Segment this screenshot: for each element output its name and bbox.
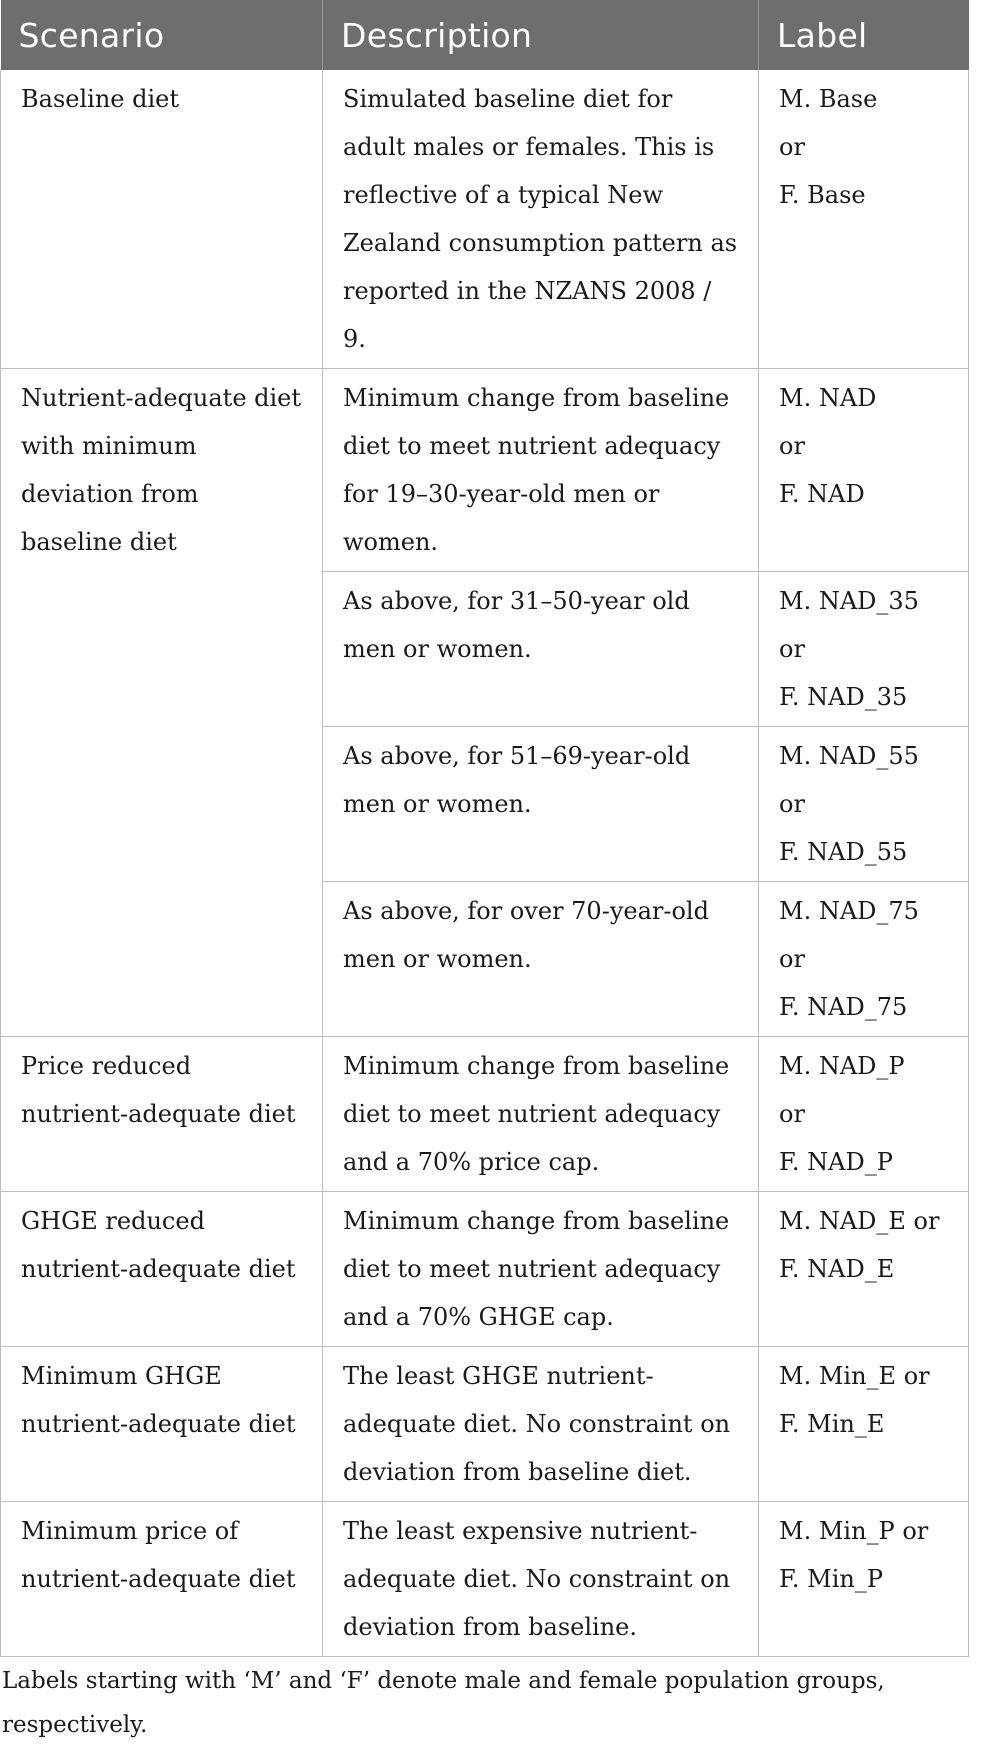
label-line: F. NAD_P: [779, 1148, 893, 1176]
table-row: [1, 1347, 969, 1502]
table-row: [1, 1037, 969, 1192]
label-line: F. Base: [779, 181, 866, 209]
scenario-cell: Minimum GHGE nutrient-adequate diet: [1, 1347, 323, 1502]
description-cell: The least expensive nutrient-adequate diet. No constraint on deviation from baseline.: [323, 1502, 759, 1657]
scenario-cell: Nutrient-adequate diet with minimum deviation from baseline diet: [1, 369, 323, 1037]
label-line: F. Min_E: [779, 1410, 885, 1438]
label-cell: [759, 1037, 969, 1192]
label-cell: [759, 572, 969, 727]
header-label: Label: [759, 0, 969, 70]
label-line: M. NAD_P: [779, 1052, 905, 1080]
label-line: or: [779, 133, 805, 161]
table-body: [1, 70, 969, 1657]
label-cell: [759, 70, 969, 369]
header-scenario: Scenario: [1, 0, 323, 70]
table-footnote: Labels starting with ‘M’ and ‘F’ denote male and female population groups, respectively.: [2, 1668, 885, 1738]
description-cell: As above, for over 70-year-old men or women.: [323, 882, 759, 1037]
label-cell: [759, 1347, 969, 1502]
label-line: M. NAD_35: [779, 587, 919, 615]
header-description: Description: [323, 0, 759, 70]
label-line: M. NAD_E or: [779, 1207, 940, 1235]
label-line: or: [779, 790, 805, 818]
table-row: [1, 1192, 969, 1347]
label-cell: [759, 1192, 969, 1347]
label-cell: [759, 882, 969, 1037]
label-line: M. NAD_55: [779, 742, 919, 770]
description-cell: Minimum change from baseline diet to meet nutrient adequacy and a 70% GHGE cap.: [323, 1192, 759, 1347]
label-cell: [759, 1502, 969, 1657]
header-row: [1, 0, 969, 70]
table-row: [1, 1502, 969, 1657]
scenario-cell: Price reduced nutrient-adequate diet: [1, 1037, 323, 1192]
label-line: M. NAD_75 or: [779, 897, 919, 973]
description-cell: Simulated baseline diet for adult males or females. This is reflective of a typical New Zealand consumption pattern as reported in the NZANS 2008 / 9.: [323, 70, 759, 369]
label-line: M. Base: [779, 85, 878, 113]
label-cell: [759, 369, 969, 572]
label-line: or: [779, 635, 805, 663]
description-cell: As above, for 51–69-year-old men or women.: [323, 727, 759, 882]
scenario-cell: GHGE reduced nutrient-adequate diet: [1, 1192, 323, 1347]
table-header: [1, 0, 969, 70]
description-cell: Minimum change from baseline diet to meet nutrient adequacy and a 70% price cap.: [323, 1037, 759, 1192]
label-line: F. Min_P: [779, 1565, 884, 1593]
label-line: or: [779, 432, 805, 460]
table-row: [1, 70, 969, 369]
description-cell: As above, for 31–50-year old men or women.: [323, 572, 759, 727]
label-cell: [759, 727, 969, 882]
label-line: or: [779, 1100, 805, 1128]
label-line: F. NAD_55: [779, 838, 908, 866]
table-row: [1, 369, 969, 572]
label-line: F. NAD_35: [779, 683, 908, 711]
label-line: M. Min_E or: [779, 1362, 930, 1390]
label-line: F. NAD: [779, 480, 865, 508]
scenario-cell: Minimum price of nutrient-adequate diet: [1, 1502, 323, 1657]
scenario-cell: Baseline diet: [1, 70, 323, 369]
label-line: M. NAD: [779, 384, 877, 412]
label-line: F. NAD_75: [779, 993, 908, 1021]
description-cell: Minimum change from baseline diet to meet nutrient adequacy for 19–30-year-old men or women.: [323, 369, 759, 572]
label-line: F. NAD_E: [779, 1255, 895, 1283]
label-line: M. Min_P or: [779, 1517, 929, 1545]
description-cell: The least GHGE nutrient-adequate diet. No constraint on deviation from baseline diet.: [323, 1347, 759, 1502]
